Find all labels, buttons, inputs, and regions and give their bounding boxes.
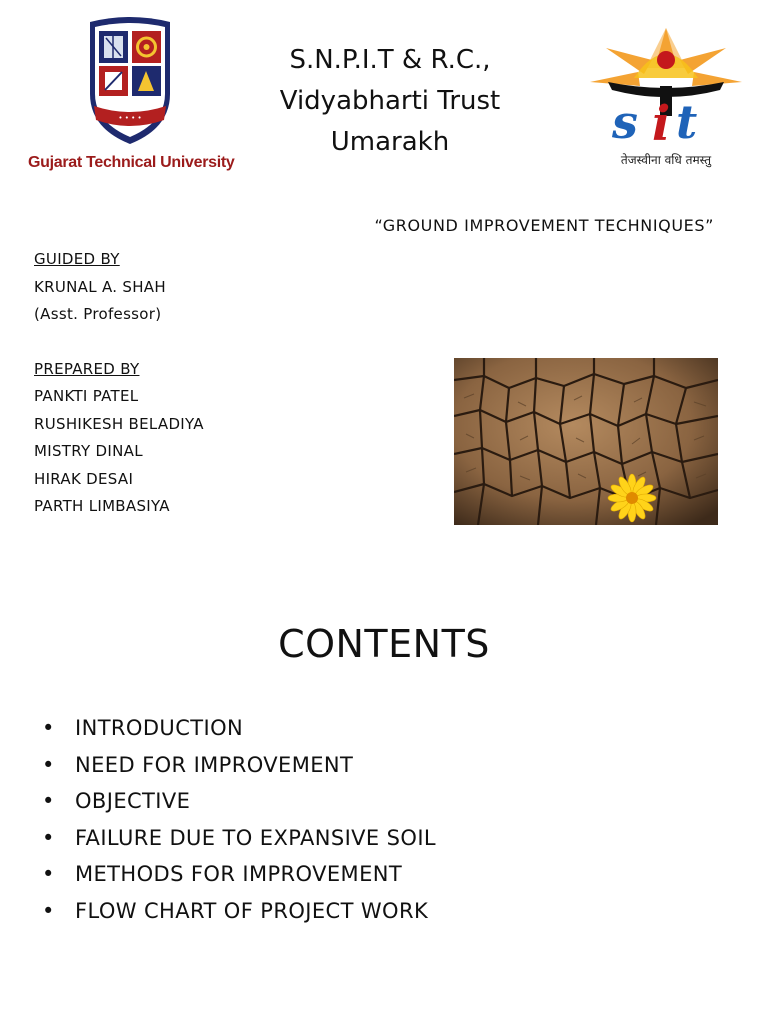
list-item-text: METHODS FOR IMPROVEMENT [75, 862, 403, 887]
sit-logo [586, 24, 746, 174]
people-section [34, 246, 204, 521]
bullet: • [42, 752, 55, 777]
gtu-shield-emblem [84, 16, 176, 150]
bullet: • [42, 825, 55, 850]
institute-name [240, 40, 540, 163]
list-item-text: INTRODUCTION [75, 716, 244, 740]
student-name: MISTRY DINAL [34, 442, 143, 460]
institute-line-2: Vidyabharti Trust [279, 86, 501, 116]
institute-line-1: S.N.P.I.T & R.C., [289, 45, 491, 75]
guided-by-heading: GUIDED BY [34, 250, 120, 268]
bullet: • [42, 789, 55, 814]
list-item-text: FAILURE DUE TO EXPANSIVE SOIL [75, 825, 437, 850]
svg-text:s: s [612, 95, 638, 149]
guide-designation: (Asst. Professor) [34, 305, 162, 323]
contents-title: CONTENTS [278, 622, 490, 666]
student-name: HIRAK DESAI [34, 469, 134, 488]
gtu-logo [28, 16, 235, 186]
cracked-soil-photo [454, 358, 718, 525]
contents-slide [0, 560, 768, 1024]
list-item-text: OBJECTIVE [75, 789, 191, 814]
list-item [42, 856, 436, 893]
contents-list [42, 710, 436, 930]
student-name: RUSHIKESH BELADIYA [34, 414, 204, 433]
list-item-text: NEED FOR IMPROVEMENT [75, 752, 354, 777]
bullet: • [42, 716, 55, 740]
institute-line-3: Umarakh [330, 127, 450, 157]
list-item-text: FLOW CHART OF PROJECT WORK [75, 898, 429, 923]
project-title: “GROUND IMPROVEMENT TECHNIQUES” [374, 216, 714, 235]
guide-name: KRUNAL A. SHAH [34, 277, 166, 296]
svg-text:i: i [652, 96, 671, 150]
bullet: • [42, 862, 55, 887]
svg-text:• • • •: • • • • [118, 114, 142, 122]
sit-emblem [586, 24, 746, 150]
gtu-name: Gujarat Technical University [28, 154, 235, 171]
list-item [42, 783, 436, 820]
list-item [42, 893, 436, 930]
student-name: PARTH LIMBASIYA [34, 497, 170, 515]
sit-motto: तेजस्वीना वधि तमस्तु [620, 153, 712, 167]
list-item [42, 710, 436, 747]
svg-text:t: t [676, 95, 698, 149]
prepared-by-heading: PREPARED BY [34, 359, 140, 378]
student-name: PANKTI PATEL [34, 387, 139, 405]
list-item [42, 747, 436, 784]
list-item [42, 820, 436, 857]
bullet: • [42, 898, 55, 923]
